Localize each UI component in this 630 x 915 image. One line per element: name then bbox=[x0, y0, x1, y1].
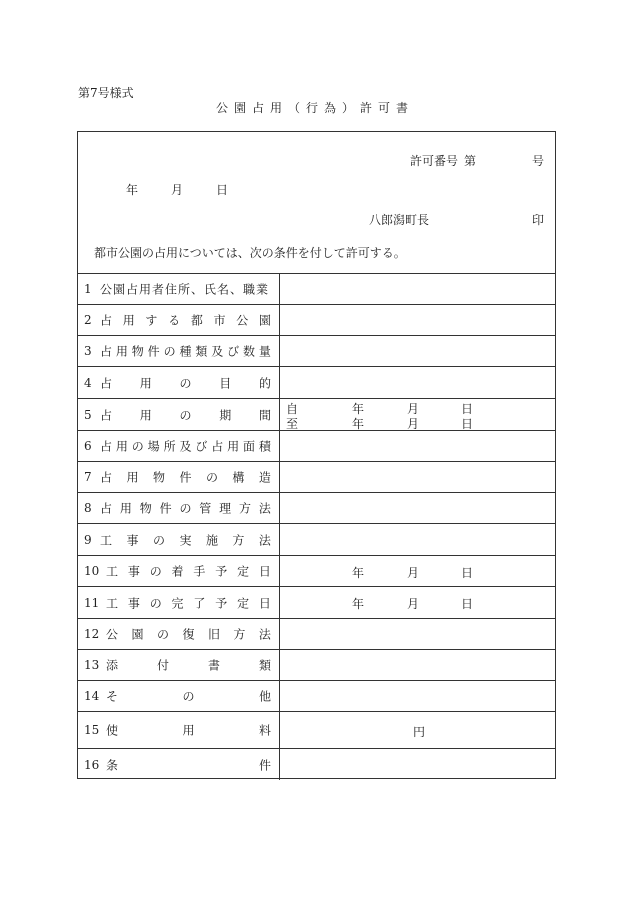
end-month: 月 bbox=[407, 597, 420, 611]
label-char: 所 bbox=[163, 439, 176, 454]
label-char: 面 bbox=[243, 439, 256, 454]
from-month: 月 bbox=[407, 402, 420, 416]
label-char: 用 bbox=[139, 376, 152, 390]
label-char: 用 bbox=[115, 439, 128, 454]
label-char: 的 bbox=[258, 376, 271, 390]
label-char: 物 bbox=[152, 470, 165, 485]
label-char: 方 bbox=[239, 501, 252, 516]
label-char: 間 bbox=[258, 408, 271, 422]
row-label bbox=[106, 626, 271, 643]
start-day: 日 bbox=[461, 566, 474, 580]
label-char: 用 bbox=[115, 344, 128, 359]
form-number: 第7号様式 bbox=[78, 86, 134, 100]
period-from: 自 bbox=[286, 402, 299, 416]
label-char: 法 bbox=[258, 501, 271, 516]
label-char: の bbox=[179, 501, 192, 516]
row-value bbox=[280, 619, 555, 649]
label-char: 量 bbox=[258, 344, 271, 359]
row-number: 11 bbox=[84, 595, 100, 610]
label-char: の bbox=[163, 344, 176, 359]
table-row bbox=[78, 556, 555, 587]
label-char: 占 bbox=[100, 501, 113, 516]
table-row bbox=[78, 587, 555, 619]
label-char: 添 bbox=[106, 658, 119, 673]
header-year: 年 bbox=[126, 183, 139, 197]
label-char: 用 bbox=[122, 313, 135, 328]
label-char: 予 bbox=[215, 564, 228, 579]
permit-statement: 都市公園の占用については、次の条件を付して許可する。 bbox=[94, 246, 406, 260]
row-number: 2 bbox=[84, 313, 92, 327]
label-char: 事 bbox=[126, 533, 139, 547]
label-char: 及 bbox=[179, 439, 192, 454]
label-char: 数 bbox=[243, 344, 256, 359]
permit-number-label: 許可番号 bbox=[410, 154, 459, 168]
label-char: 書 bbox=[207, 658, 220, 673]
label-char: 日 bbox=[258, 596, 271, 610]
table-row bbox=[78, 681, 555, 712]
label-char: 使 bbox=[106, 723, 119, 738]
row-label bbox=[100, 343, 271, 360]
label-char: 物 bbox=[139, 501, 152, 516]
row-value bbox=[280, 367, 555, 398]
row-label bbox=[106, 756, 271, 773]
label-char: 占 bbox=[100, 408, 113, 422]
label-char: 用 bbox=[182, 723, 195, 738]
fee-value bbox=[280, 712, 555, 748]
label-char: の bbox=[131, 439, 144, 454]
label-char: 件 bbox=[258, 758, 271, 772]
row-number: 8 bbox=[84, 501, 92, 515]
seal-mark: 印 bbox=[532, 213, 545, 227]
label-char: 復 bbox=[182, 627, 195, 642]
label-char: 構 bbox=[232, 470, 245, 485]
row-number: 16 bbox=[84, 757, 100, 772]
row-value bbox=[280, 305, 555, 335]
label-char: 方 bbox=[232, 533, 245, 547]
row-number: 1 bbox=[84, 281, 92, 296]
label-char: 市 bbox=[213, 313, 226, 328]
label-char: 旧 bbox=[207, 627, 220, 642]
row-label bbox=[106, 657, 271, 674]
label-char: 完 bbox=[171, 596, 184, 610]
row-label bbox=[100, 500, 271, 517]
permit-go: 号 bbox=[532, 154, 545, 168]
label-char: 都 bbox=[190, 313, 203, 328]
label-char: 園 bbox=[258, 313, 271, 328]
label-char: 件 bbox=[159, 501, 172, 516]
label-char: 事 bbox=[127, 564, 140, 579]
from-day: 日 bbox=[461, 402, 474, 416]
start-date-value bbox=[280, 556, 555, 586]
label-char: 付 bbox=[156, 658, 169, 673]
issuer: 八郎潟町長 bbox=[369, 213, 430, 227]
start-month: 月 bbox=[407, 566, 420, 580]
table-row bbox=[78, 493, 555, 524]
label-char: 占 bbox=[100, 470, 113, 485]
row-label bbox=[100, 438, 271, 455]
table-row bbox=[78, 650, 555, 681]
row-label bbox=[100, 374, 271, 391]
table-row bbox=[78, 431, 555, 462]
label-char: 方 bbox=[233, 627, 246, 642]
table-row bbox=[78, 749, 555, 780]
period-value bbox=[280, 399, 555, 430]
label-char: 事 bbox=[127, 596, 140, 610]
row-label bbox=[100, 469, 271, 486]
form-header bbox=[78, 132, 555, 274]
label-char: 件 bbox=[179, 470, 192, 485]
from-year: 年 bbox=[352, 402, 365, 416]
row-label bbox=[106, 594, 271, 611]
label-char: び bbox=[227, 344, 240, 359]
label-char: 占 bbox=[100, 376, 113, 390]
label-char: 工 bbox=[106, 596, 119, 610]
label-char: 条 bbox=[106, 758, 119, 772]
label-char: 法 bbox=[258, 627, 271, 642]
label-char: 予 bbox=[215, 596, 228, 610]
label-char: の bbox=[152, 533, 165, 547]
label-char: 類 bbox=[195, 344, 208, 359]
header-day: 日 bbox=[216, 183, 229, 197]
label-char: 占 bbox=[211, 439, 224, 454]
end-year: 年 bbox=[352, 597, 365, 611]
period-to: 至 bbox=[286, 417, 299, 431]
table-row bbox=[78, 524, 555, 556]
to-month: 月 bbox=[407, 417, 420, 431]
row-value bbox=[280, 681, 555, 711]
label-char: 公 bbox=[106, 627, 119, 642]
label-char: 施 bbox=[205, 533, 218, 547]
row-number: 14 bbox=[84, 689, 100, 703]
row-label bbox=[106, 722, 271, 739]
label-char: 定 bbox=[237, 564, 250, 579]
label-char: 定 bbox=[237, 596, 250, 610]
row-label bbox=[106, 688, 271, 705]
label-char: 造 bbox=[258, 470, 271, 485]
label-char: す bbox=[145, 313, 158, 328]
label-char: の bbox=[205, 470, 218, 485]
row-number: 9 bbox=[84, 532, 92, 547]
label-char: の bbox=[179, 376, 192, 390]
label-char: 管 bbox=[199, 501, 212, 516]
row-number: 15 bbox=[84, 723, 100, 737]
label-char: 種 bbox=[179, 344, 192, 359]
label-char: 法 bbox=[258, 533, 271, 547]
row-value bbox=[280, 431, 555, 461]
label-char: 占 bbox=[100, 313, 113, 328]
row-number: 5 bbox=[84, 407, 92, 422]
completion-date-value bbox=[280, 587, 555, 618]
label-char: そ bbox=[106, 689, 119, 704]
table-row bbox=[78, 336, 555, 367]
permit-form bbox=[77, 131, 556, 779]
row-value bbox=[280, 273, 555, 304]
label-char: 期 bbox=[219, 408, 232, 422]
row-label bbox=[100, 312, 271, 329]
label-char: の bbox=[149, 564, 162, 579]
label-char: の bbox=[179, 408, 192, 422]
row-label bbox=[100, 406, 271, 423]
label-char: 用 bbox=[227, 439, 240, 454]
label-char: 理 bbox=[219, 501, 232, 516]
label-char: 了 bbox=[193, 596, 206, 610]
label-char: 占 bbox=[100, 439, 113, 454]
label-char: 占 bbox=[100, 344, 113, 359]
row-number: 10 bbox=[84, 564, 100, 578]
label-char: 及 bbox=[211, 344, 224, 359]
row-value bbox=[280, 524, 555, 555]
to-day: 日 bbox=[461, 417, 474, 431]
label-char: 目 bbox=[219, 376, 232, 390]
row-value bbox=[280, 749, 555, 780]
row-number: 4 bbox=[84, 375, 92, 390]
label-char: 用 bbox=[119, 501, 132, 516]
label-char: 園 bbox=[131, 627, 144, 642]
label-char: る bbox=[168, 313, 181, 328]
row-label: 公園占用者住所、氏名、職業 bbox=[100, 282, 270, 296]
row-number: 3 bbox=[84, 344, 92, 358]
end-day: 日 bbox=[461, 597, 474, 611]
label-char: 着 bbox=[171, 564, 184, 579]
table-row bbox=[78, 305, 555, 336]
label-char: 実 bbox=[179, 533, 192, 547]
label-char: 工 bbox=[106, 564, 119, 579]
table-row bbox=[78, 462, 555, 493]
row-value bbox=[280, 462, 555, 492]
label-char: 手 bbox=[193, 564, 206, 579]
label-char: 日 bbox=[258, 564, 271, 579]
label-char: 積 bbox=[258, 439, 271, 454]
label-char: の bbox=[182, 689, 195, 704]
label-char: 件 bbox=[147, 344, 160, 359]
row-value bbox=[280, 650, 555, 680]
label-char: 料 bbox=[258, 723, 271, 738]
table-row bbox=[78, 399, 555, 431]
row-number: 12 bbox=[84, 627, 100, 641]
row-number: 6 bbox=[84, 439, 92, 453]
row-number: 7 bbox=[84, 470, 92, 484]
row-value bbox=[280, 493, 555, 523]
table-row bbox=[78, 619, 555, 650]
table-row bbox=[78, 367, 555, 399]
row-number: 13 bbox=[84, 658, 100, 672]
row-value bbox=[280, 336, 555, 366]
label-char: 工 bbox=[100, 533, 113, 547]
document-title: 公園占用（行為）許可書 bbox=[215, 101, 414, 115]
label-char: の bbox=[156, 627, 169, 642]
row-label bbox=[106, 563, 271, 580]
label-char: 用 bbox=[126, 470, 139, 485]
label-char: 類 bbox=[258, 658, 271, 673]
label-char: の bbox=[149, 596, 162, 610]
fee-unit: 円 bbox=[413, 725, 426, 739]
label-char: 用 bbox=[139, 408, 152, 422]
start-year: 年 bbox=[352, 566, 365, 580]
table-row bbox=[78, 712, 555, 749]
row-label bbox=[100, 531, 271, 548]
header-month: 月 bbox=[171, 183, 184, 197]
to-year: 年 bbox=[352, 417, 365, 431]
label-char: 他 bbox=[258, 689, 271, 704]
label-char: 公 bbox=[236, 313, 249, 328]
label-char: 場 bbox=[147, 439, 160, 454]
table-row bbox=[78, 273, 555, 305]
label-char: び bbox=[195, 439, 208, 454]
label-char: 物 bbox=[131, 344, 144, 359]
permit-dai: 第 bbox=[464, 154, 477, 168]
